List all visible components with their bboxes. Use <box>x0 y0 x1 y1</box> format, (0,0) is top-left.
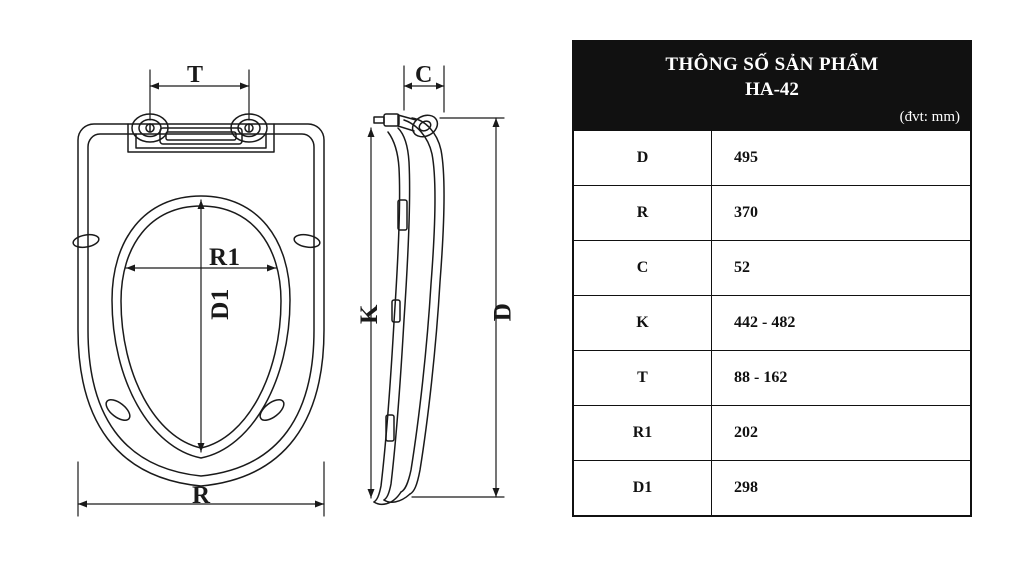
product-spec-table <box>572 40 972 517</box>
seat-bumpers <box>72 233 321 424</box>
table-row <box>574 460 970 515</box>
table-row <box>574 350 970 405</box>
label-r: R <box>192 482 211 509</box>
label-t: T <box>187 62 204 88</box>
table-row <box>574 185 970 240</box>
table-row <box>574 405 970 460</box>
spec-table-header <box>574 42 970 130</box>
table-row <box>574 240 970 295</box>
spec-key: T <box>574 351 712 405</box>
spec-title: THÔNG SỐ SẢN PHẨM <box>665 54 879 75</box>
table-row <box>574 295 970 350</box>
label-d: D <box>489 302 517 322</box>
table-row <box>574 130 970 185</box>
dimension-d1 <box>198 200 205 452</box>
spec-key: D <box>574 131 712 185</box>
spec-value: 298 <box>734 479 758 496</box>
spec-value: 370 <box>734 204 758 221</box>
spec-value: 495 <box>734 149 758 166</box>
spec-unit-note: (đvt: mm) <box>899 109 960 125</box>
label-r1: R1 <box>209 244 241 271</box>
spec-key: R1 <box>574 406 712 460</box>
label-c: C <box>415 62 433 88</box>
spec-value: 202 <box>734 424 758 441</box>
label-d1: D1 <box>206 288 234 320</box>
side-view-body <box>374 111 444 504</box>
spec-key: R <box>574 186 712 240</box>
spec-key: K <box>574 296 712 350</box>
spec-model: HA-42 <box>745 78 799 100</box>
label-k: K <box>355 304 383 324</box>
spec-key: D1 <box>574 461 712 515</box>
spec-value: 442 - 482 <box>734 314 796 331</box>
spec-key: C <box>574 241 712 295</box>
spec-value: 52 <box>734 259 750 276</box>
spec-value: 88 - 162 <box>734 369 788 386</box>
